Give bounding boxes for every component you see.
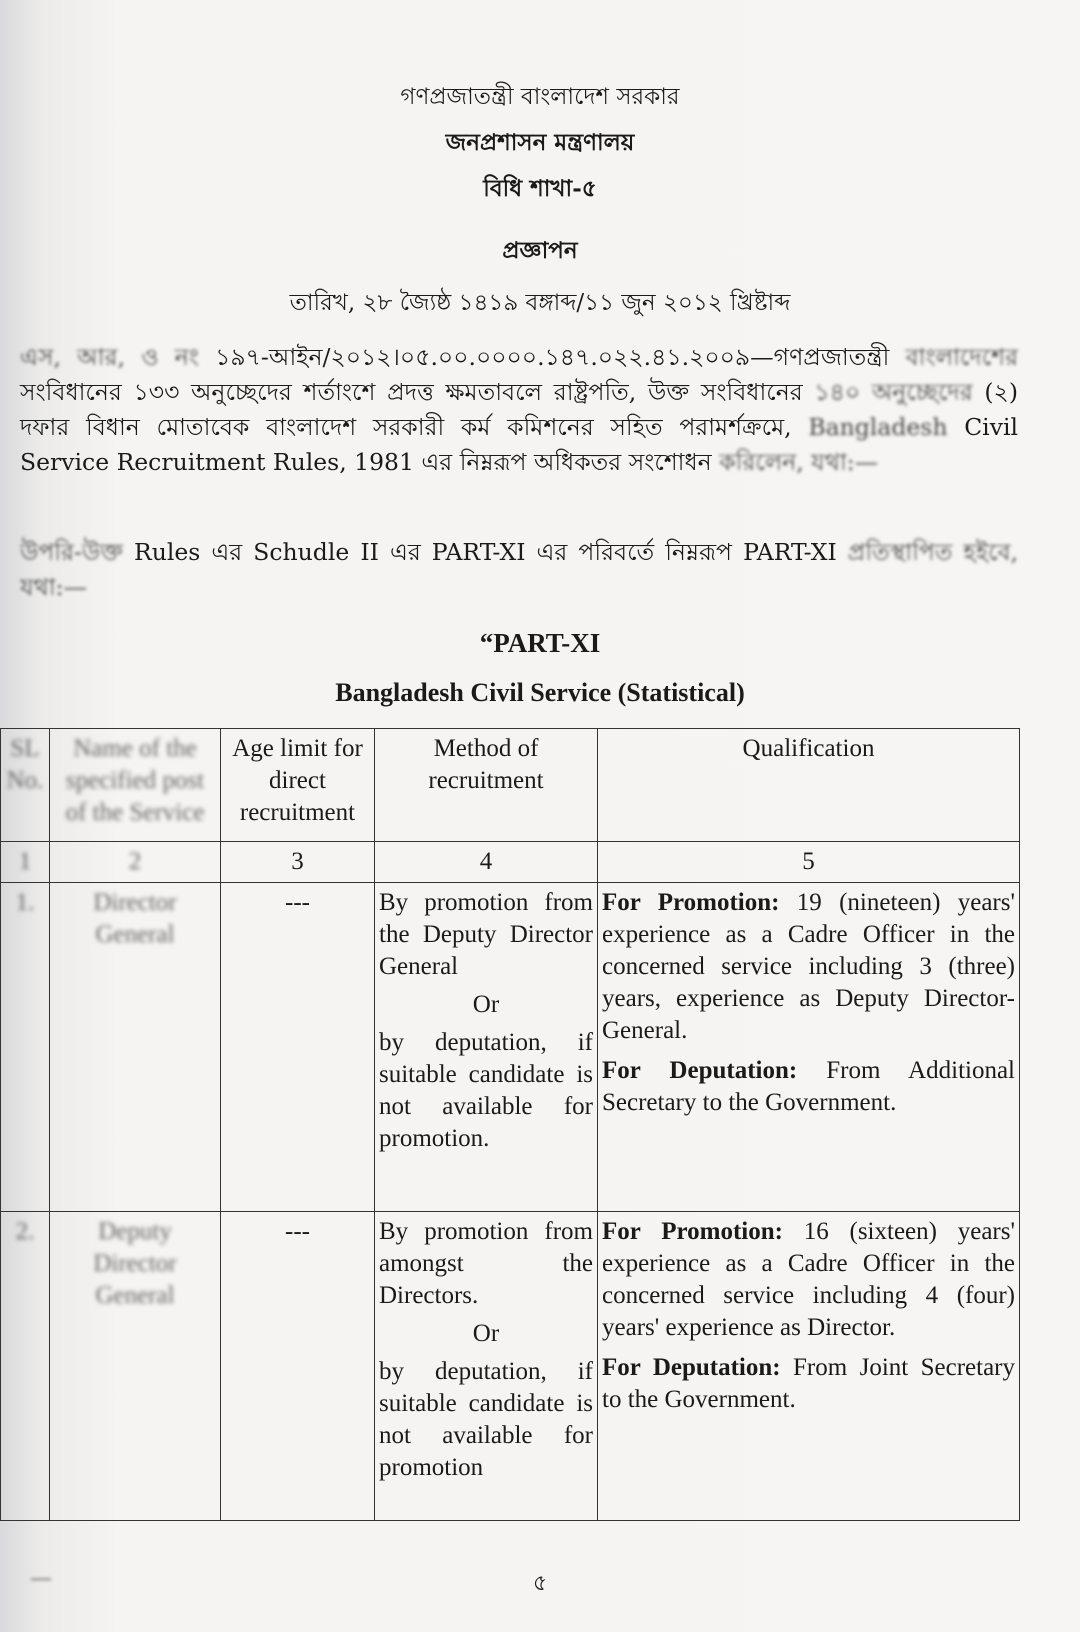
qualification-label: For Promotion: (602, 889, 780, 916)
notification-date: তারিখ, ২৮ জ্যৈষ্ঠ ১৪১৯ বঙ্গাব্দ/১১ জুন ২০১২ খ্রিষ্টাব্দ (289, 290, 791, 316)
header-post: Name of the specified post of the Service (50, 729, 221, 842)
qualification-text: From Joint Secretary to the Government. (602, 1354, 1015, 1413)
blurred-text: বাংলাদেশের (905, 343, 1018, 371)
column-number: 5 (598, 842, 1020, 883)
notification-title: প্রজ্ঞাপন (502, 237, 578, 264)
table-header-row (1, 729, 1020, 842)
table-row (1, 1212, 1020, 1521)
footer-dash: — (30, 1566, 52, 1591)
para1-text: Civil Service Recruitment Rules, 1981 এর নিম্নরূপ অধিকতর সংশোধন (20, 413, 1019, 476)
table-number-row (1, 842, 1020, 883)
blurred-text: প্রতিস্থাপিত হইবে, যথা:— (20, 538, 1018, 601)
para1-text: (২) দফার বিধান মোতাবেক বাংলাদেশ সরকারী কর্ম কমিশনের সহিত পরামর্শক্রমে, (20, 378, 1019, 441)
blurred-text: উপরি-উক্ত (20, 538, 123, 566)
row-method (375, 883, 598, 1212)
qualification-promotion (602, 1216, 1015, 1344)
row-age: --- (221, 1212, 375, 1521)
column-number: 4 (375, 842, 598, 883)
blurred-text: Bangladesh (808, 413, 948, 441)
section-title: বিধি শাখা-৫ (483, 175, 597, 202)
row-qualification (598, 883, 1020, 1212)
row-post: Deputy Director General (50, 1212, 221, 1521)
row-sl: 1. (1, 883, 50, 1212)
column-number: 3 (221, 842, 375, 883)
ministry-title: জনপ্রশাসন মন্ত্রণালয় (445, 129, 635, 156)
column-number: 1 (1, 842, 50, 883)
qualification-promotion (602, 887, 1015, 1047)
header-method: Method of recruitment (375, 729, 598, 842)
para1-text: সংবিধানের ১৩৩ অনুচ্ছেদের শর্তাংশে প্রদত্ত ক্ষমতাবলে রাষ্ট্রপতি, উক্ত সংবিধানের (20, 378, 815, 406)
qualification-label: For Deputation: (602, 1057, 798, 1084)
row-qualification (598, 1212, 1020, 1521)
blurred-text: এস, আর, ও নং (20, 343, 199, 371)
method-or: Or (472, 991, 500, 1018)
header-age: Age limit for direct recruitment (221, 729, 375, 842)
notification-paragraph-1 (20, 340, 1018, 480)
row-age: --- (221, 883, 375, 1212)
method-promotion: By promotion from amongst the Directors. (379, 1218, 593, 1309)
row-sl: 2. (1, 1212, 50, 1521)
method-or: Or (472, 1320, 500, 1347)
qualification-deputation (602, 1055, 1015, 1119)
method-promotion: By promotion from the Deputy Director General (379, 889, 593, 980)
notification-paragraph-2 (20, 535, 1018, 605)
header-qualification: Qualification (598, 729, 1020, 842)
column-number: 2 (50, 842, 221, 883)
qualification-label: For Promotion: (602, 1218, 783, 1245)
page-number: ৫ (532, 1571, 548, 1596)
qualification-text: 19 (nineteen) years' experience as a Cadre Officer in the concerned service including 3 (three) years, experience as Deputy Director-General. (602, 889, 1015, 1044)
qualification-text: From Additional Secretary to the Government. (602, 1057, 1016, 1116)
row-method (375, 1212, 598, 1521)
recruitment-table (0, 728, 1020, 1521)
header-sl: SL No. (1, 729, 50, 842)
method-deputation: by deputation, if suitable candidate is not available for promotion (379, 1358, 593, 1481)
qualification-text: 16 (sixteen) years' experience as a Cadre Officer in the concerned service including 4 (four) years' experience as Director. (602, 1218, 1015, 1341)
blurred-text: ১৪০ অনুচ্ছেদের (814, 378, 973, 406)
part-title: “PART-XI (479, 628, 601, 658)
qualification-deputation (602, 1352, 1015, 1416)
para2-text: Rules এর Schudle II এর PART-XI এর পরিবর্তে নিম্নরূপ PART-XI (122, 538, 848, 566)
blurred-text: করিলেন, যথা:— (719, 448, 879, 476)
table-row (1, 883, 1020, 1212)
government-title: গণপ্রজাতন্ত্রী বাংলাদেশ সরকার (400, 84, 680, 110)
para1-text: ১৯৭-আইন/২০১২।০৫.০০.০০০০.১৪৭.০২২.৪১.২০০৯—গণপ্রজাতন্ত্রী (198, 343, 906, 371)
qualification-label: For Deputation: (602, 1354, 781, 1381)
part-subtitle: Bangladesh Civil Service (Statistical) (335, 678, 745, 707)
method-deputation: by deputation, if suitable candidate is not available for promotion. (379, 1029, 593, 1152)
row-post: Director General (50, 883, 221, 1212)
